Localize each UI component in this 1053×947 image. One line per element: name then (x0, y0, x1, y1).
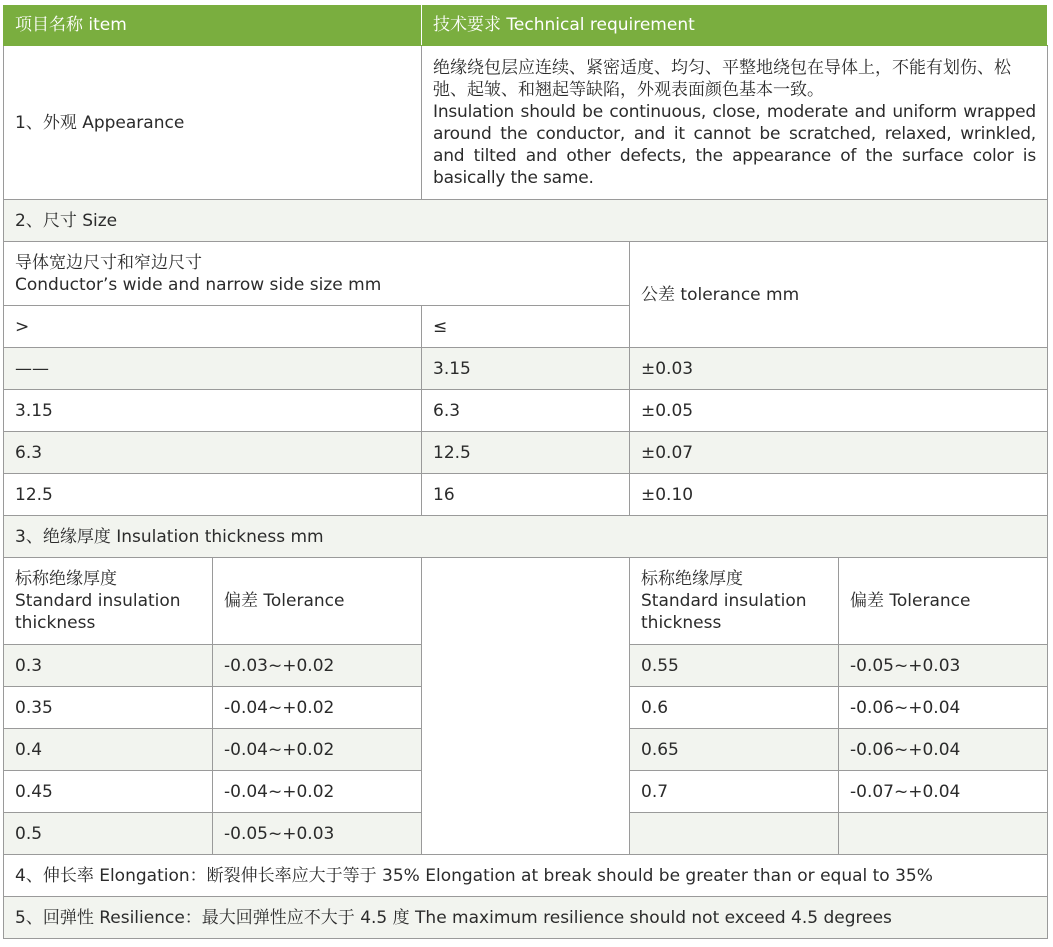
thickness-cell: 0.35 (4, 687, 213, 729)
size-gt-cell: —— (4, 348, 422, 390)
deviation-cell: -0.06~+0.04 (839, 687, 1048, 729)
deviation-cell: -0.07~+0.04 (839, 771, 1048, 813)
tolerance-header: 公差 tolerance mm (630, 242, 1048, 348)
appearance-description (422, 46, 1048, 200)
header-requirement: 技术要求 Technical requirement (422, 5, 1048, 46)
insulation-section-row (4, 516, 1048, 558)
size-tolerance-cell: ±0.10 (630, 474, 1048, 516)
std-thickness-header-en: Standard insulation thickness (15, 591, 181, 633)
thickness-cell: 0.5 (4, 813, 213, 855)
tolerance-header-right: 偏差 Tolerance (839, 558, 1048, 645)
less-equal-header: ≤ (422, 306, 630, 348)
conductor-size-header-en: Conductor’s wide and narrow side size mm (15, 274, 382, 295)
appearance-text-en: Insulation should be continuous, close, moderate and uniform wrapped around the conductor, and it cannot be scratched, relaxed, wrinkled, and tilted and other defects, the appearance of the surface color is basically the same. (433, 101, 1036, 188)
size-gt-cell: 6.3 (4, 432, 422, 474)
std-thickness-header-right (630, 558, 839, 645)
deviation-cell: -0.03~+0.02 (213, 645, 422, 687)
table-row (4, 474, 1048, 516)
thickness-cell: 0.6 (630, 687, 839, 729)
elongation-row (4, 855, 1048, 897)
std-thickness-header-cn: 标称绝缘厚度 (15, 569, 117, 589)
blank-spacer-cell (422, 558, 630, 855)
insulation-header-row (4, 558, 1048, 645)
size-gt-cell: 3.15 (4, 390, 422, 432)
appearance-text-cn: 绝缘绕包层应连续、紧密适度、均匀、平整地绕包在导体上，不能有划伤、松弛、起皱、和翘起等缺陷，外观表面颜色基本一致。 (433, 57, 1011, 100)
thickness-cell: 0.7 (630, 771, 839, 813)
size-tolerance-cell: ±0.03 (630, 348, 1048, 390)
table-row (4, 390, 1048, 432)
appearance-label: 1、外观 Appearance (4, 46, 422, 200)
resilience-text: 5、回弹性 Resilience：最大回弹性应不大于 4.5 度 The maximum resilience should not exceed 4.5 degrees (4, 897, 1048, 939)
size-label: 2、尺寸 Size (4, 200, 1048, 242)
size-section-row (4, 200, 1048, 242)
deviation-cell (839, 813, 1048, 855)
size-tolerance-cell: ±0.07 (630, 432, 1048, 474)
greater-than-header: > (4, 306, 422, 348)
deviation-cell: -0.06~+0.04 (839, 729, 1048, 771)
std-thickness-header-left (4, 558, 213, 645)
size-header-row (4, 242, 1048, 306)
deviation-cell: -0.05~+0.03 (839, 645, 1048, 687)
table-row (4, 432, 1048, 474)
thickness-cell (630, 813, 839, 855)
conductor-size-header-cn: 导体宽边尺寸和窄边尺寸 (15, 252, 202, 273)
size-le-cell: 3.15 (422, 348, 630, 390)
specification-table (3, 4, 1048, 939)
std-thickness-header-en: Standard insulation thickness (641, 591, 807, 633)
size-le-cell: 6.3 (422, 390, 630, 432)
thickness-cell: 0.55 (630, 645, 839, 687)
size-le-cell: 16 (422, 474, 630, 516)
resilience-row (4, 897, 1048, 939)
thickness-cell: 0.4 (4, 729, 213, 771)
header-row (4, 5, 1048, 46)
std-thickness-header-cn: 标称绝缘厚度 (641, 569, 743, 589)
thickness-cell: 0.3 (4, 645, 213, 687)
deviation-cell: -0.04~+0.02 (213, 729, 422, 771)
elongation-text: 4、伸长率 Elongation：断裂伸长率应大于等于 35% Elongation at break should be greater than or equal to 35% (4, 855, 1048, 897)
header-item: 项目名称 item (4, 5, 422, 46)
appearance-row (4, 46, 1048, 200)
size-le-cell: 12.5 (422, 432, 630, 474)
thickness-cell: 0.45 (4, 771, 213, 813)
tolerance-header-left: 偏差 Tolerance (213, 558, 422, 645)
insulation-label: 3、绝缘厚度 Insulation thickness mm (4, 516, 1048, 558)
table-row (4, 348, 1048, 390)
size-gt-cell: 12.5 (4, 474, 422, 516)
deviation-cell: -0.05~+0.03 (213, 813, 422, 855)
deviation-cell: -0.04~+0.02 (213, 687, 422, 729)
thickness-cell: 0.65 (630, 729, 839, 771)
conductor-size-header (4, 242, 630, 306)
size-tolerance-cell: ±0.05 (630, 390, 1048, 432)
deviation-cell: -0.04~+0.02 (213, 771, 422, 813)
